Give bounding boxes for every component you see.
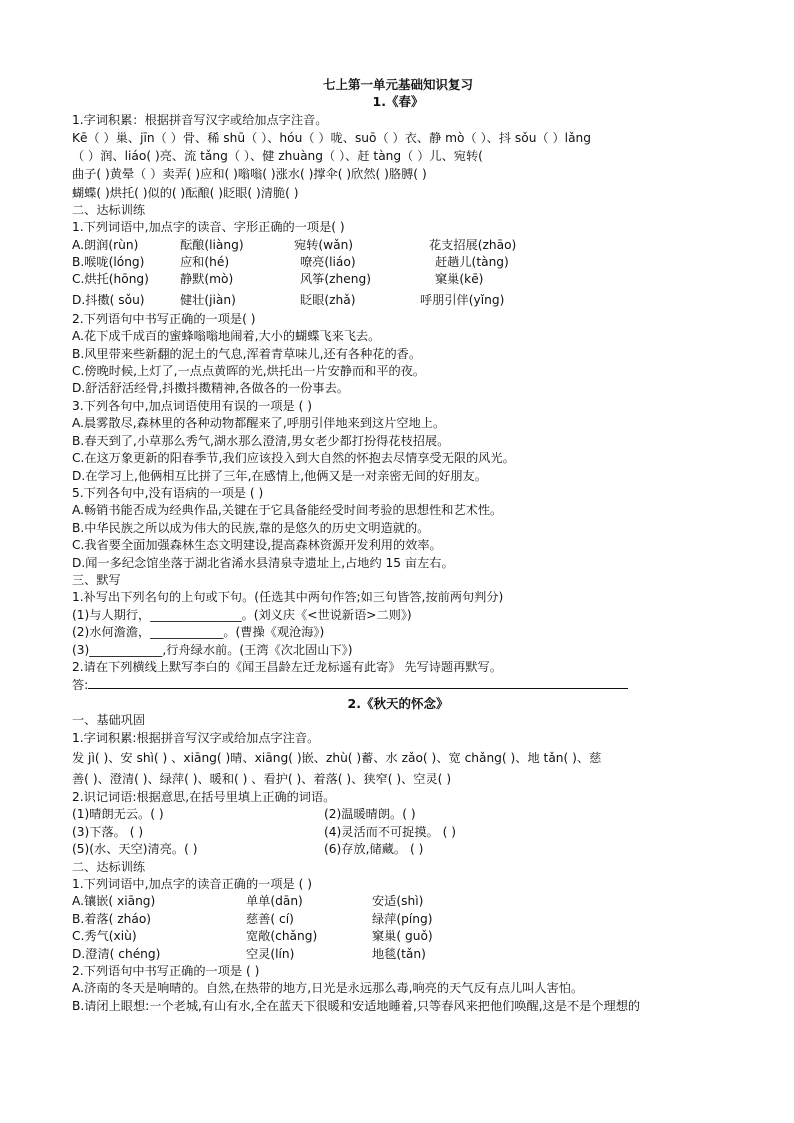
q3-option: C.在这万象更新的阳春季节,我们应该投入到大自然的怀抱去尽情享受无限的风光。: [72, 451, 515, 466]
q3-option: D.在学习上,他俩相互比拼了三年,在感情上,他俩又是一对亲密无间的好朋友。: [72, 468, 487, 483]
s2-q2-row: (1)晴朗无云。( ) (2)温暖晴朗。( ): [72, 807, 416, 822]
q3-stem: 3.下列各句中,加点词语使用有误的一项是 ( ): [72, 398, 312, 413]
s2-vocab-line: 善( )、澄清( )、绿萍( )、暖和( ) 、看护( )、着落( )、狭窄( )、空灵( ): [72, 772, 452, 787]
s2-q3-row: D.澄清( chéng) 空灵(lín) 地毯(tǎn): [72, 946, 426, 961]
s2-vocab-instruction: 1.字词积累:根据拼音写汉字或给加点字注音。: [72, 730, 320, 745]
s2-vocab-line: 发 jì( )、安 shì( ) 、xiāng( )晴、xiāng( )嵌、zhù( )蓄、水 zǎo( )、宽 chǎng( )、地 tǎn( )、慈: [72, 751, 602, 766]
answer-line[interactable]: [88, 676, 628, 689]
s2-q4-option: B.请闭上眼想:一个老城,有山有水,全在蓝天下很暖和安适地睡着,只等春风来把他们唤醒,这是不是个理想的: [72, 998, 641, 1013]
s2-q3-row: B.着落( zháo) 慈善( cí) 绿萍(píng): [72, 911, 433, 926]
dictation-line: (3)____________,行舟绿水前。(王湾《次北固山下》): [72, 642, 353, 657]
dictation-line: (2)水何澹澹，____________。(曹操《观沧海》): [72, 625, 325, 640]
document-title: 七上第一单元基础知识复习: [322, 77, 473, 92]
s2-q4-stem: 2.下列语句中书写正确的一项是 ( ): [72, 964, 260, 979]
section-2-title: 2.《秋天的怀念》: [347, 695, 449, 711]
s1-heading-dictation: 三、默写: [72, 572, 121, 587]
q4-option: C.我省要全面加强森林生态文明建设,提高森林资源开发利用的效率。: [72, 538, 442, 553]
q3-option: A.晨雾散尽,森林里的各种动物都醒来了,呼朋引伴地来到这片空地上。: [72, 416, 446, 431]
s1-heading-practice: 二、达标训练: [72, 202, 146, 217]
s2-q4-option: A.济南的冬天是响晴的。自然,在热带的地方,日光是永远那么毒,响亮的天气反有点儿叫人害怕。: [72, 981, 584, 996]
q2-stem: 2.下列语句中书写正确的一项是( ): [72, 311, 256, 326]
q2-option: A.花下成千成百的蜜蜂嗡嗡地闹着,大小的蝴蝶飞来飞去。: [72, 329, 381, 344]
s2-q2-stem: 2.识记词语:根据意思,在括号里填上正确的词语。: [72, 790, 336, 805]
s1-vocab-instruction: 1.字词积累：根据拼音写汉字或给加点字注音。: [72, 112, 328, 127]
dictation-line: (1)与人期行，_______________。(刘义庆《<世说新语>二则》): [72, 607, 412, 622]
s1-vocab-line: Kē（ ）巢、jīn（ ）骨、稀 shū（ ）、hóu（ ）咙、suō（ ）衣、静 mò（ ）、抖 sǒu（ ）lǎng: [72, 131, 591, 146]
s1-vocab-line: （ ）润、liáo( )亮、流 tǎng（ ）、健 zhuàng（ ）、赶 tàng（ ）儿、宛转(: [72, 149, 483, 164]
s2-heading-basics: 一、基础巩固: [72, 713, 146, 728]
q4-stem: 5.下列各句中,没有语病的一项是 ( ): [72, 485, 264, 500]
s1-vocab-line: 蝴蝶( )烘托( )似的( )酝酿( )眨眼( )清脆( ): [72, 185, 299, 200]
q4-option: B.中华民族之所以成为伟大的民族,靠的是悠久的历史文明造就的。: [72, 520, 430, 535]
s1-vocab-line: 曲子( )黄晕（ ）卖弄( )应和( )嗡嗡( )涨水( )撑伞( )欣然( )胳膊( ): [72, 167, 427, 182]
q2-option: B.风里带来些新翻的泥土的气息,浑着青草味儿,还有各种花的香。: [72, 346, 422, 361]
q1-option-row: D.抖擞( sǒu) 健壮(jiàn) 眨眼(zhǎ) 呼朋引伴(yǐng): [72, 292, 505, 307]
q1-option-row: B.喉咙(lóng) 应和(hé) 嘹亮(liáo) 赶趟儿(tàng): [72, 255, 509, 270]
q1-option-row: A.朗润(rùn) 酝酿(liàng) 宛转(wǎn) 花支招展(zhāo): [72, 237, 517, 252]
s2-q3-row: A.镶嵌( xiāng) 单单(dān) 安适(shì): [72, 894, 424, 909]
q4-option: D.闻一多纪念馆坐落于湖北省浠水县清泉寺遗址上,占地约 15 亩左右。: [72, 555, 454, 570]
q1-stem: 1.下列词语中,加点字的读音、字形正确的一项是( ): [72, 220, 345, 235]
q3-option: B.春天到了,小草那么秀气,湖水那么澄清,男女老少都打扮得花枝招展。: [72, 433, 450, 448]
answer-row: [72, 676, 724, 694]
worksheet-page: [72, 76, 724, 1015]
s2-heading-practice: 二、达标训练: [72, 859, 146, 874]
s2-q3-stem: 1.下列词语中,加点字的读音正确的一项是 ( ): [72, 877, 312, 892]
s2-q2-row: (3)下落。 ( ) (4)灵活而不可捉摸。 ( ): [72, 824, 457, 839]
answer-label: 答:: [72, 678, 89, 693]
q2-option: C.傍晚时候,上灯了,一点点黄晖的光,烘托出一片安静而和平的夜。: [72, 364, 426, 379]
q1-option-row: C.烘托(hōng) 静默(mò) 风筝(zheng) 窠巢(kē): [72, 272, 484, 287]
q2-option: D.舒活舒活经骨,抖擞抖擞精神,各做各的一份事去。: [72, 381, 349, 396]
q4-option: A.畅销书能否成为经典作品,关键在于它具备能经受时间考验的思想性和艺术性。: [72, 503, 503, 518]
s2-q2-row: (5)(水、天空)清亮。( ) (6)存放,储藏。 ( ): [72, 842, 424, 857]
dictation-q2: 2.请在下列横线上默写李白的《闻王昌龄左迁龙标遥有此寄》 先写诗题再默写。: [72, 659, 502, 674]
section-1-title: 1.《春》: [372, 94, 424, 110]
dictation-stem: 1.补写出下列名句的上句或下句。(任选其中两句作答;如三句皆答,按前两句判分): [72, 590, 504, 605]
s2-q3-row: C.秀气(xiù) 宽敞(chǎng) 窠巢( guǒ): [72, 929, 433, 944]
